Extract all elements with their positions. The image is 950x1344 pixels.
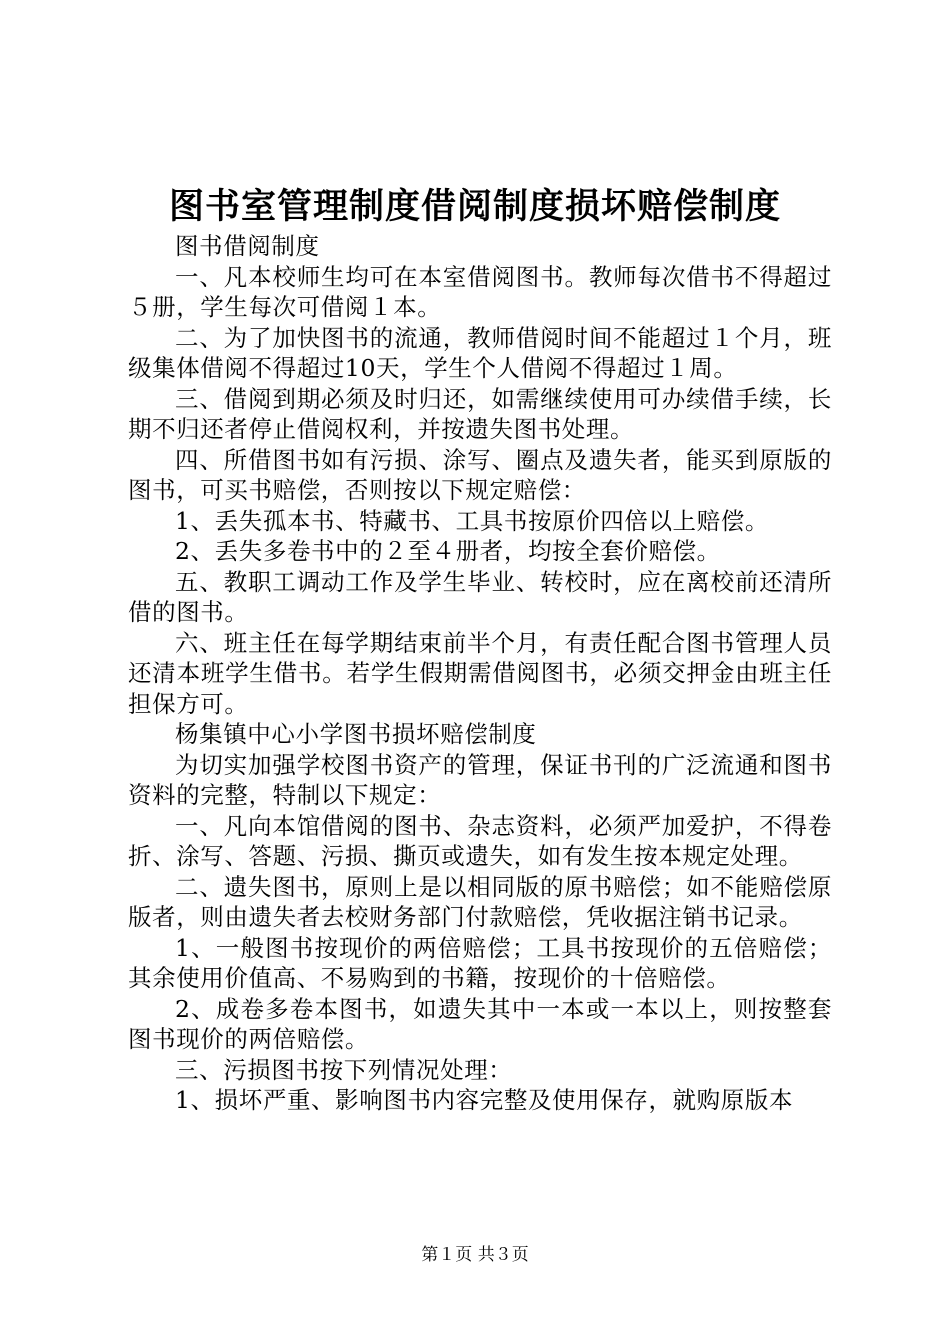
- paragraph: 二、遗失图书，原则上是以相同版的原书赔偿；如不能赔偿原版者，则由遗失者去校财务部门付款赔偿，凭收据注销书记录。: [128, 872, 832, 931]
- page-footer: 第１页 共３页: [421, 1245, 529, 1265]
- paragraph: 为切实加强学校图书资产的管理，保证书刊的广泛流通和图书资料的完整，特制以下规定：: [128, 750, 832, 809]
- list-item: 2、成卷多卷本图书，如遗失其中一本或一本以上，则按整套图书现价的两倍赔偿。: [128, 994, 832, 1053]
- section-heading-borrowing: 图书借阅制度: [175, 232, 320, 260]
- document-title: 图书室管理制度借阅制度损坏赔偿制度: [168, 186, 781, 227]
- list-item: 1、一般图书按现价的两倍赔偿；工具书按现价的五倍赔偿；其余使用价值高、不易购到的书籍，按现价的十倍赔偿。: [128, 933, 832, 992]
- list-item: 1、丢失孤本书、特藏书、工具书按原价四倍以上赔偿。: [175, 506, 769, 535]
- paragraph: 二、为了加快图书的流通，教师借阅时间不能超过１个月，班级集体借阅不得超过10天，学生个人借阅不得超过１周。: [128, 323, 832, 382]
- document-body: [128, 231, 832, 1116]
- list-item: 2、丢失多卷书中的２至４册者，均按全套价赔偿。: [175, 537, 721, 565]
- paragraph: 一、凡本校师生均可在本室借阅图书。教师每次借书不得超过５册，学生每次可借阅１本。: [128, 262, 832, 321]
- section-heading-compensation: 杨集镇中心小学图书损坏赔偿制度: [175, 720, 537, 748]
- list-item: 1、损坏严重、影响图书内容完整及使用保存，就购原版本: [175, 1086, 794, 1114]
- paragraph: 三、污损图书按下列情况处理：: [175, 1055, 513, 1084]
- paragraph: 六、班主任在每学期结束前半个月，有责任配合图书管理人员还清本班学生借书。若学生假期需借阅图书，必须交押金由班主任担保方可。: [128, 628, 832, 718]
- paragraph: 三、借阅到期必须及时归还，如需继续使用可办续借手续，长期不归还者停止借阅权利，并按遗失图书处理。: [128, 384, 832, 443]
- paragraph: 五、教职工调动工作及学生毕业、转校时，应在离校前还清所借的图书。: [128, 567, 832, 626]
- paragraph: 四、所借图书如有污损、涂写、圈点及遗失者，能买到原版的图书，可买书赔偿，否则按以下规定赔偿：: [128, 445, 832, 504]
- paragraph: 一、凡向本馆借阅的图书、杂志资料，必须严加爱护，不得卷折、涂写、答题、污损、撕页或遗失，如有发生按本规定处理。: [128, 811, 832, 870]
